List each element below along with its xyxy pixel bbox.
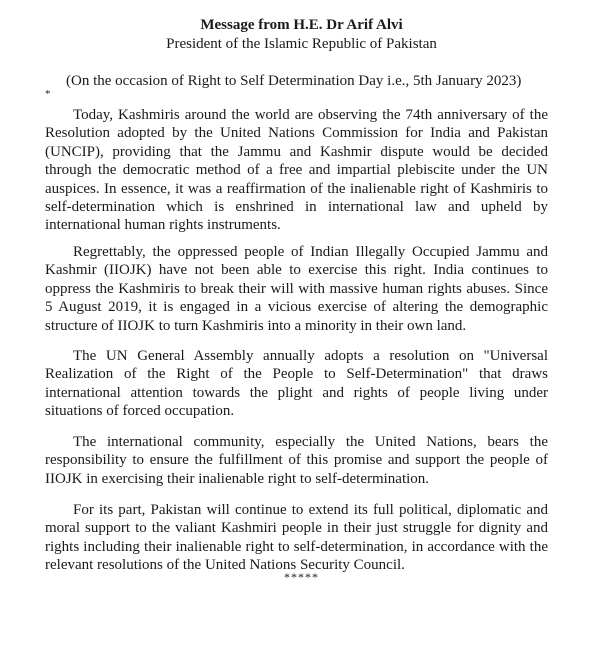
document-title: Message from H.E. Dr Arif Alvi bbox=[200, 17, 403, 33]
paragraph-3: The UN General Assembly annually adopts a resolution on "Universal Realization of the Right of the People to Self-Determination" that draws international attention towards the plight and rights of people living under situations of forced occupation. bbox=[45, 348, 548, 420]
paragraph-2: Regrettably, the oppressed people of Indian Illegally Occupied Jammu and Kashmir (IIOJK) have not been able to exercise this right. India continues to oppress the Kashmiris to break their will with massive human rights abuses. Since 5 August 2019, it is engaged in a vicious exercise of altering the demographic structure of IIOJK to turn Kashmiris into a minority in their own land. bbox=[45, 244, 548, 334]
occasion-line: (On the occasion of Right to Self Determination Day i.e., 5th January 2023) bbox=[66, 73, 522, 89]
paragraph-4: The international community, especially the United Nations, bears the responsibility to ensure the fulfillment of this promise and support the people of IIOJK in exercising their inalienable right to self-determination. bbox=[45, 434, 548, 487]
paragraph-5: For its part, Pakistan will continue to extend its full political, diplomatic and moral support to the valiant Kashmiri people in their just struggle for dignity and rights including their inalienable right to self-determination, in accordance with the relevant resolutions of the United Nations Security Council. bbox=[45, 502, 548, 574]
asterisk-mark: * bbox=[45, 88, 51, 100]
paragraph-1: Today, Kashmiris around the world are observing the 74th anniversary of the Resolution adopted by the United Nations Commission for India and Pakistan (UNCIP), providing that the Jammu and Kashmir dispute would be decided through the democratic method of a free and impartial plebiscite under the UN auspices. In essence, it was a reaffirmation of the inalienable right of Kashmiris to self-determination which is enshrined in international law and upheld by international human rights instruments. bbox=[45, 107, 548, 234]
document-subtitle: President of the Islamic Republic of Pakistan bbox=[166, 36, 437, 52]
end-of-message-mark: ***** bbox=[284, 570, 319, 584]
